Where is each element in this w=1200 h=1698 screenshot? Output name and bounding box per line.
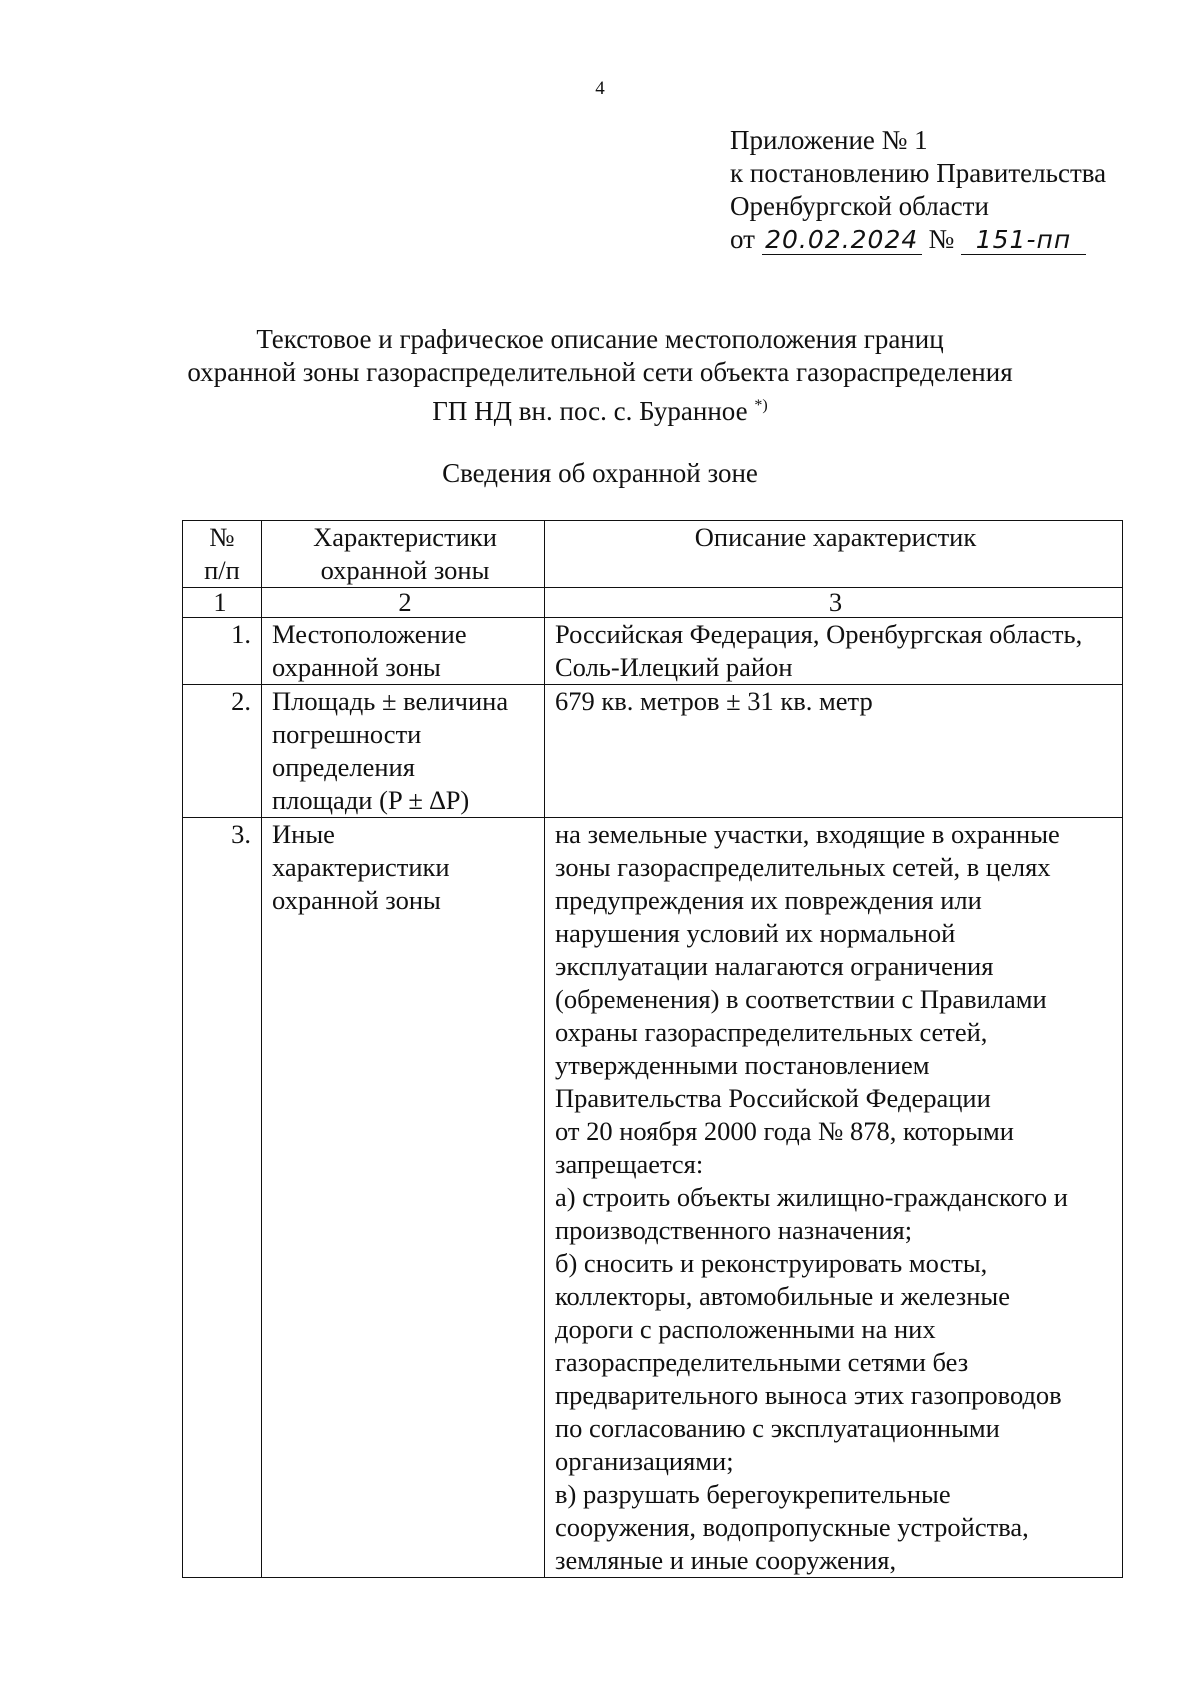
table-body xyxy=(183,618,1123,1578)
document-title xyxy=(0,323,1200,428)
header-characteristics-line-2: охранной зоны xyxy=(320,555,490,585)
description-line: охраны газораспределительных сетей, xyxy=(555,1017,988,1047)
description-line: дороги с расположенными на них xyxy=(555,1314,936,1344)
row-number-cell: 3. xyxy=(183,818,262,1578)
characteristic-line: Площадь ± величина xyxy=(272,686,509,716)
description-line: нарушения условий их нормальной xyxy=(555,918,956,948)
column-number-3: 3 xyxy=(545,588,1123,618)
row-description-cell xyxy=(545,818,1123,1578)
description-line: 679 кв. метров ± 31 кв. метр xyxy=(555,686,873,716)
description-line: от 20 ноября 2000 года № 878, которыми xyxy=(555,1116,1014,1146)
description-line: предупреждения их повреждения или xyxy=(555,885,982,915)
appendix-line-2: к постановлению Правительства xyxy=(730,158,1107,188)
footnote-mark: *) xyxy=(754,397,768,414)
title-line-3-text: ГП НД вн. пос. с. Буранное xyxy=(432,396,748,426)
characteristic-line: погрешности xyxy=(272,719,422,749)
description-line: (обременения) в соответствии с Правилами xyxy=(555,984,1047,1014)
characteristic-line: определения xyxy=(272,752,415,782)
row-characteristic-cell xyxy=(262,818,545,1578)
description-line: сооружения, водопропускные устройства, xyxy=(555,1512,1029,1542)
description-line: Правительства Российской Федерации xyxy=(555,1083,991,1113)
protection-zone-table xyxy=(182,520,1123,1578)
description-line: Соль-Илецкий район xyxy=(555,652,793,682)
appendix-block xyxy=(730,124,1106,256)
column-number-2: 2 xyxy=(262,588,545,618)
column-number-1: 1 xyxy=(183,588,262,618)
number-prefix: № xyxy=(928,224,955,254)
header-number-line-2: п/п xyxy=(204,555,240,585)
date-field xyxy=(762,225,922,255)
table-header-row xyxy=(183,521,1123,588)
row-characteristic-cell xyxy=(262,618,545,685)
number-field xyxy=(961,225,1086,255)
appendix-line-3: Оренбургской области xyxy=(730,191,989,221)
description-line: организациями; xyxy=(555,1446,734,1476)
characteristic-line: площади (P ± ∆P) xyxy=(272,785,470,815)
characteristic-line: Иные xyxy=(272,819,335,849)
description-line: газораспределительными сетями без xyxy=(555,1347,969,1377)
row-description-cell xyxy=(545,685,1123,818)
table-row xyxy=(183,818,1123,1578)
characteristic-line: охранной зоны xyxy=(272,885,441,915)
description-line: на земельные участки, входящие в охранные xyxy=(555,819,1060,849)
description-line: запрещается: xyxy=(555,1149,704,1179)
title-line-3 xyxy=(0,389,1200,428)
appendix-line-1: Приложение № 1 xyxy=(730,125,928,155)
description-line: в) разрушать берегоукрепительные xyxy=(555,1479,951,1509)
row-description-cell xyxy=(545,618,1123,685)
date-prefix: от xyxy=(730,224,755,254)
header-characteristics-line-1: Характеристики xyxy=(313,522,497,552)
handwritten-date: 20.02.2024 xyxy=(765,225,919,254)
description-line: земляные и иные сооружения, xyxy=(555,1545,897,1575)
page-number: 4 xyxy=(595,78,605,99)
header-characteristics-cell xyxy=(262,521,545,588)
description-line: коллекторы, автомобильные и железные xyxy=(555,1281,1010,1311)
title-line-2: охранной зоны газораспределительной сети объекта газораспределения xyxy=(187,357,1013,387)
row-number-cell: 1. xyxy=(183,618,262,685)
table-row xyxy=(183,618,1123,685)
appendix-date-line xyxy=(730,223,1106,256)
handwritten-number: 151-пп xyxy=(975,225,1072,254)
row-number-cell: 2. xyxy=(183,685,262,818)
characteristic-line: охранной зоны xyxy=(272,652,441,682)
table-row xyxy=(183,685,1123,818)
description-line: производственного назначения; xyxy=(555,1215,913,1245)
header-number-cell xyxy=(183,521,262,588)
description-line: зоны газораспределительных сетей, в целях xyxy=(555,852,1051,882)
header-number-line-1: № xyxy=(209,522,235,552)
characteristic-line: характеристики xyxy=(272,852,450,882)
description-line: б) сносить и реконструировать мосты, xyxy=(555,1248,988,1278)
column-number-row xyxy=(183,588,1123,618)
description-line: предварительного выноса этих газопроводов xyxy=(555,1380,1062,1410)
characteristic-line: Местоположение xyxy=(272,619,467,649)
title-line-1: Текстовое и графическое описание местоположения границ xyxy=(256,324,944,354)
description-line: утвержденными постановлением xyxy=(555,1050,930,1080)
description-line: Российская Федерация, Оренбургская область, xyxy=(555,619,1083,649)
section-subtitle: Сведения об охранной зоне xyxy=(442,458,758,488)
description-line: по согласованию с эксплуатационными xyxy=(555,1413,1000,1443)
description-line: а) строить объекты жилищно-гражданского и xyxy=(555,1182,1068,1212)
description-line: эксплуатации налагаются ограничения xyxy=(555,951,994,981)
row-characteristic-cell xyxy=(262,685,545,818)
header-description-cell: Описание характеристик xyxy=(545,521,1123,588)
